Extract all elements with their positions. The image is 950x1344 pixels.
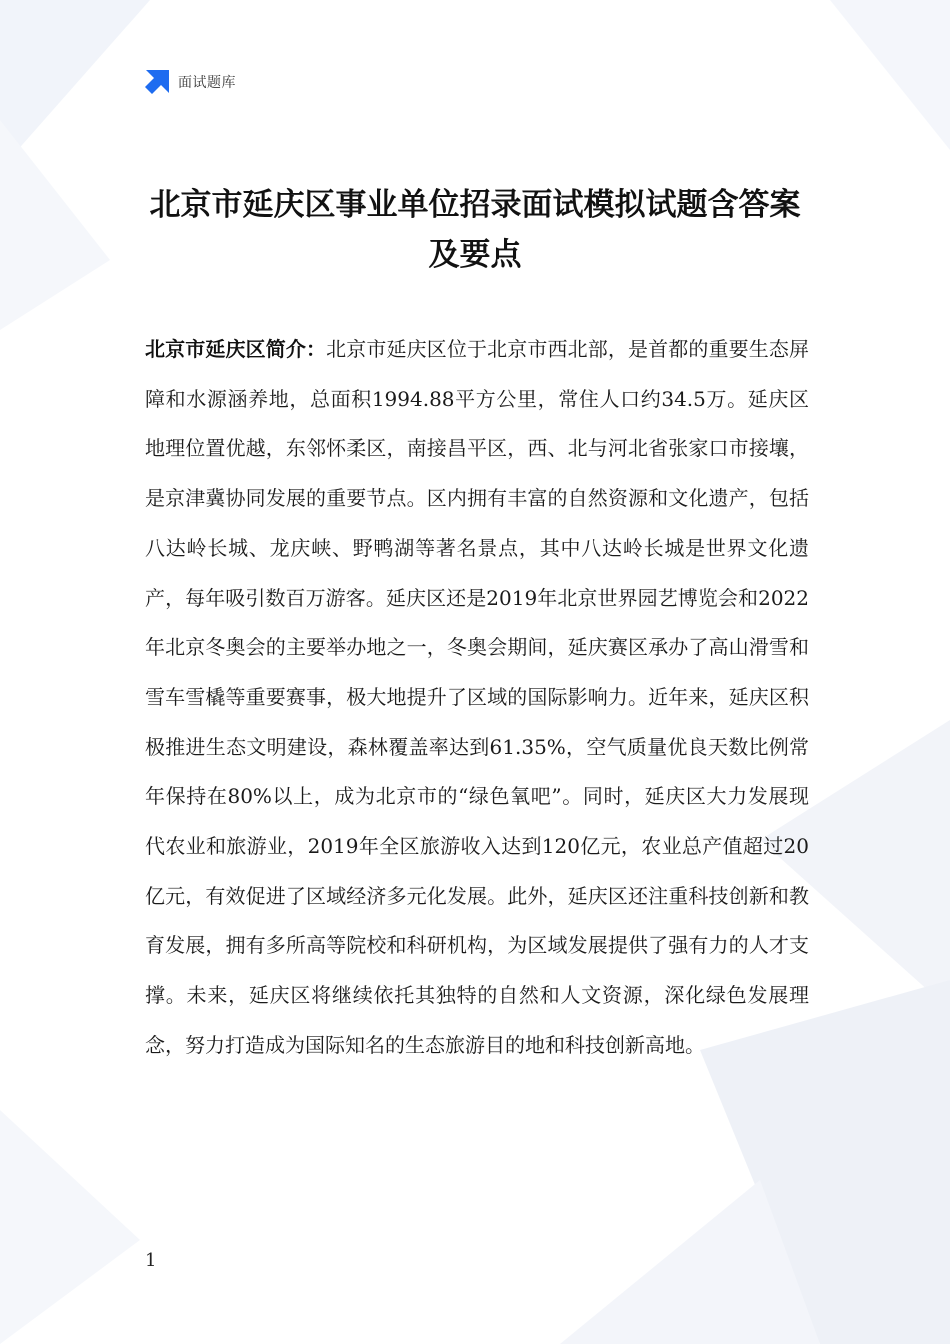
header-brand [144,68,236,96]
page-number: 1 [145,1250,157,1271]
intro-text: 北京市延庆区位于北京市西北部，是首都的重要生态屏障和水源涵养地，总面积1994.88平方公里，常住人口约34.5万。延庆区地理位置优越，东邻怀柔区，南接昌平区，西、北与河北省张家口市接壤，是京津冀协同发展的重要节点。区内拥有丰富的自然资源和文化遗产，包括八达岭长城、龙庆峡、野鸭湖等著名景点，其中八达岭长城是世界文化遗产，每年吸引数百万游客。延庆区还是2019年北京世界园艺博览会和2022年北京冬奥会的主要举办地之一，冬奥会期间，延庆赛区承办了高山滑雪和雪车雪橇等重要赛事，极大地提升了区域的国际影响力。近年来，延庆区积极推进生态文明建设，森林覆盖率达到61.35%，空气质量优良天数比例常年保持在80%以上，成为北京市的“绿色氧吧”。同时，延庆区大力发展现代农业和旅游业，2019年全区旅游收入达到120亿元，农业总产值超过20亿元，有效促进了区域经济多元化发展。此外，延庆区还注重科技创新和教育发展，拥有多所高等院校和科研机构，为区域发展提供了强有力的人才支撑。未来，延庆区将继续依托其独特的自然和人文资源，深化绿色发展理念，努力打造成为国际知名的生态旅游目的地和科技创新高地。 [145,337,809,1057]
intro-paragraph [145,325,809,1071]
document-title: 北京市延庆区事业单位招录面试模拟试题含答案及要点 [149,187,801,273]
arrow-up-right-icon [144,69,170,95]
intro-label: 北京市延庆区简介： [145,337,327,361]
brand-name: 面试题库 [178,75,236,91]
